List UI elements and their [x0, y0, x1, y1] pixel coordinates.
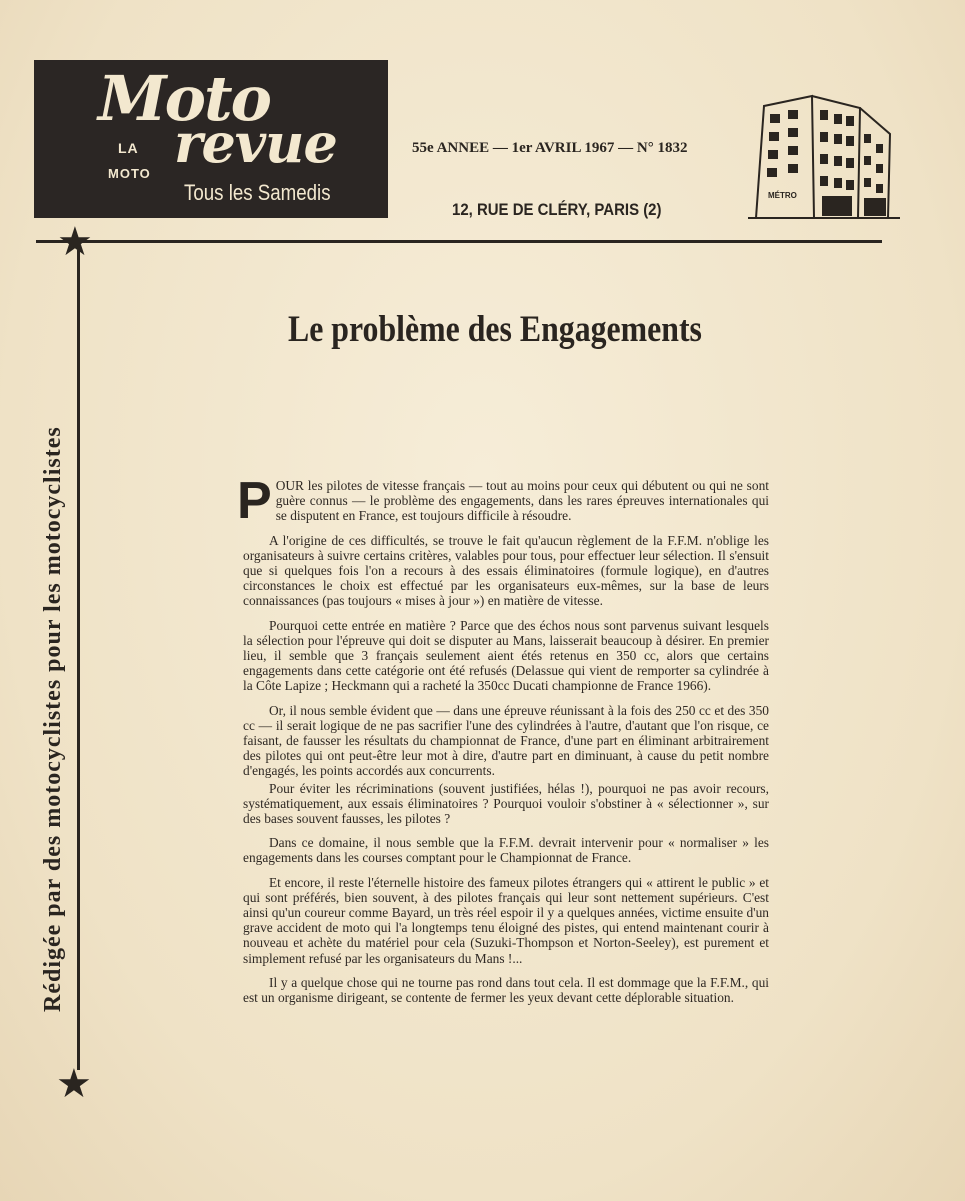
- star-icon: ★: [57, 219, 93, 265]
- sidebar-vertical-text: Rédigée par des motocyclistes pour les motocyclistes: [40, 426, 66, 1012]
- building-illustration-icon: [742, 94, 902, 220]
- issue-line: 55e ANNEE — 1er AVRIL 1967 — N° 1832: [412, 140, 688, 156]
- logo-moto-word: Moto: [98, 62, 270, 135]
- star-icon: ★: [56, 1061, 92, 1107]
- article-paragraph: Et encore, il reste l'éternelle histoire des fameux pilotes étrangers qui « attirent le public » et qui sont préférés, bien souvent, à des pilotes français qui leur sont nettement supérieurs. C'est ainsi qu'un coureur comme Bayard, un très réel espoir il y a quelques années, victime ensuite d'un grave accident de moto qui l'a longtemps tenu éloigné des pistes, qui entend maintenant courir à nouveau et achète du matériel pour cela (Suzuki-Thompson et Norton-Seeley), est purement et simplement refusé par les organisateurs du Mans !...: [243, 874, 769, 966]
- logo-revue-word: revue: [174, 111, 337, 175]
- logo-tagline: Tous les Samedis: [184, 180, 331, 205]
- article-paragraph: Pour éviter les récriminations (souvent justifiées, hélas !), pourquoi ne pas avoir recours, systématiquement, aux essais éliminatoires ? Pourquoi vouloir s'obstiner à « sélectionner », sur des bases souvent fausses, les pilotes ?: [243, 780, 769, 827]
- building-sign: MÉTRO: [768, 191, 797, 200]
- logo-la-word: LA: [118, 140, 139, 156]
- header-rule: [36, 240, 882, 243]
- article-paragraph: Il y a quelque chose qui ne tourne pas rond dans tout cela. Il est dommage que la F.F.M., qui est un organisme dirigeant, se contente de fermer les yeux devant cette déplorable situation.: [243, 974, 769, 1006]
- article-body: [237, 472, 769, 1014]
- article-paragraph: [237, 472, 769, 530]
- masthead-logo: [34, 60, 388, 218]
- article-paragraph: Or, il nous semble évident que — dans une épreuve réunissant à la fois des 250 cc et des 350 cc — il serait logique de ne pas sacrifier l'une des cylindrées à l'autre, d'autant que l'on risque, ce faisant, de fausser les résultats du championnat de France, d'une part en éliminant arbitrairement des pilotes qui ont peut-être leur mot à dire, d'autre part en diminuant, à cause du petit nombre d'engagés, les points accordés aux concurrents.: [243, 702, 769, 779]
- first-paragraph-text: OUR les pilotes de vitesse français — tout au moins pour ceux qui débutent ou qui ne sont guère connus — le problème des engagements, dans les rares épreuves internationales qui se disputent en France, est toujours difficile à résoudre.: [275, 478, 769, 524]
- article-paragraph: Dans ce domaine, il nous semble que la F.F.M. devrait intervenir pour « normaliser » les engagements dans les courses comptant pour le Championnat de France.: [243, 835, 769, 866]
- logo-moto-small-word: MOTO: [108, 166, 151, 181]
- article-title: Le problème des Engagements: [288, 309, 702, 350]
- article-paragraph: Pourquoi cette entrée en matière ? Parce que des échos nous sont parvenus suivant lesquels la sélection pour l'épreuve qui doit se disputer au Mans, laisserait beaucoup à désirer. En premier lieu, il semble que 3 français seulement aient étés retenus en 350 cc, alors que certains engagements dans cette catégorie ont été refusés (Delassue qui vient de remporter sa cylindrée à la Côte Lapize ; Heckmann qui a racheté la 350cc Ducati championne de France 1966).: [243, 617, 769, 694]
- side-rule: [77, 250, 80, 1070]
- publisher-address: 12, RUE DE CLÉRY, PARIS (2): [452, 200, 662, 219]
- drop-cap: P: [237, 472, 272, 530]
- article-paragraph: A l'origine de ces difficultés, se trouve le fait qu'aucun règlement de la F.F.M. n'oblige les organisateurs à suivre certains critères, valables pour tous, pour effectuer leur sélection. Il s'ensuit que si quelques fois l'on a recours à des essais éliminatoires (formule logique), en d'autres circonstances le choix est effectué par les organisateurs eux-mêmes, sur la base de leurs connaissances (pas toujours « mises à jour ») en matière de vitesse.: [243, 532, 769, 609]
